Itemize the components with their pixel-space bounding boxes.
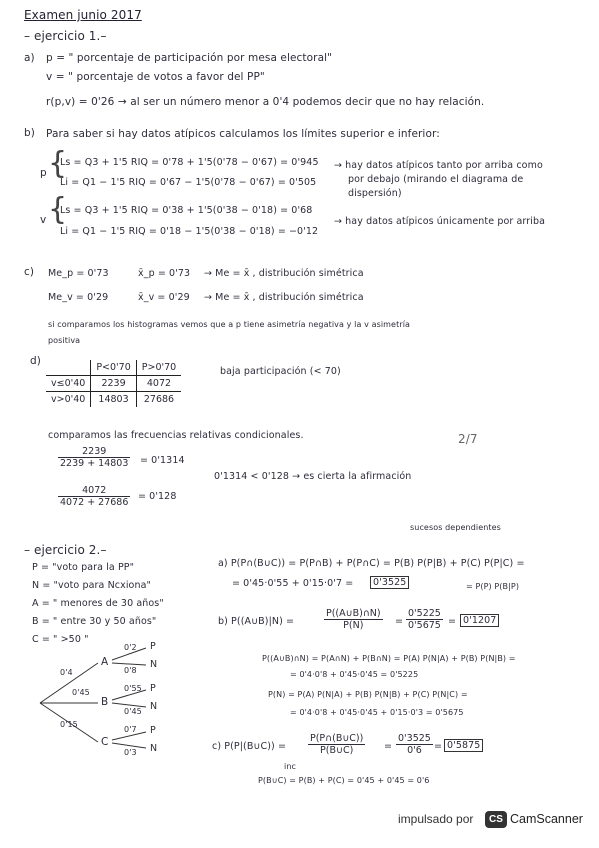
ej2-c-inc: inc [284, 762, 296, 771]
tree-sub-b-p: 0'55 [124, 684, 142, 693]
ej2-b-prefix: b) P((A∪B)|N) = [218, 616, 295, 627]
table-row-header: v≤0'40 [46, 376, 91, 392]
ej2-a-side: = P(P) P(B|P) [466, 582, 520, 591]
ej2-c-prefix: c) P(P|(B∪C)) = [212, 741, 287, 752]
ej2-def-p: P = "voto para la PP" [32, 562, 135, 573]
tree-sub-a-n: 0'8 [124, 666, 137, 675]
ej2-heading: – ejercicio 2.– [24, 543, 107, 557]
ej1-a-p-def: p = " porcentaje de participación por mesa electoral" [46, 52, 333, 64]
tree-branch-a-n [112, 663, 146, 665]
fraction-2-den: 4072 + 27686 [60, 497, 129, 508]
ej2-c-den: P(B∪C) [320, 745, 354, 756]
ej2-def-c: C = " >50 " [32, 634, 89, 645]
tree-label-b: 0'45 [72, 688, 90, 697]
fraction-1-den: 2239 + 14803 [60, 458, 129, 469]
ej1-a-r-line: r(p,v) = 0'26 → al ser un número menor a 0'4 podemos decir que no hay relación. [46, 96, 485, 108]
ej1-c-xbar-p: x̄_p = 0'73 [138, 268, 191, 279]
ej2-c-result: 0'5875 [444, 739, 483, 752]
ej2-b-eq: = [395, 616, 404, 627]
fraction-2-num: 4072 [58, 485, 130, 497]
ej1-b-v-li: Li = Q1 − 1'5 RIQ = 0'18 − 1'5(0'38 − 0'18) = −0'12 [60, 226, 319, 237]
ej1-b-p-ls: Ls = Q3 + 1'5 RIQ = 0'78 + 1'5(0'78 − 0'67) = 0'945 [60, 157, 319, 168]
ej2-b-l4: = 0'4·0'8 + 0'45·0'45 + 0'15·0'3 = 0'5675 [290, 708, 464, 717]
ej1-c-comment-1: si comparamos los histogramas vemos que a p tiene asimetría negativa y la v asimetría [48, 320, 411, 329]
ej1-b-v-ls: Ls = Q3 + 1'5 RIQ = 0'38 + 1'5(0'38 − 0'18) = 0'68 [60, 205, 313, 216]
ej1-b-p-li: Li = Q1 − 1'5 RIQ = 0'67 − 1'5(0'78 − 0'67) = 0'505 [60, 177, 317, 188]
tree-sub-b-n: 0'45 [124, 707, 142, 716]
ej1-c-res-p: → Me = x̄ , distribución simétrica [204, 268, 364, 279]
ej2-c-eq: = [384, 741, 393, 752]
ej2-c-fraction-2 [396, 733, 433, 756]
ej2-a-line2: = 0'45·0'55 + 0'15·0'7 = [232, 578, 354, 589]
tree-leaf-c-p: P [150, 725, 156, 736]
ej2-def-a: A = " menores de 30 años" [32, 598, 164, 609]
ej2-c-num: P(P∩(B∪C)) [310, 733, 364, 744]
ej1-c-label: c) [24, 266, 35, 278]
ej1-d-label: d) [30, 355, 41, 367]
ej2-b-num2: 0'5225 [408, 608, 441, 619]
ej1-b-p-note-1: → hay datos atípicos tanto por arriba como [334, 160, 543, 171]
ej2-def-b: B = " entre 30 y 50 años" [32, 616, 157, 627]
ej2-b-den: P(N) [343, 620, 364, 631]
tree-node-a: A [101, 656, 109, 668]
ej1-d-baja: baja participación (< 70) [220, 366, 341, 377]
ej2-b-fraction [324, 608, 383, 631]
ej2-a-result: 0'3525 [370, 576, 409, 589]
ej2-b-den2: 0'5675 [408, 620, 441, 631]
fraction-2-result: = 0'128 [138, 491, 177, 502]
ej1-b-label: b) [24, 127, 35, 139]
ej2-b-eq-2: = [448, 616, 457, 627]
footer-powered-by: impulsado por [398, 812, 474, 826]
brace-v: { [48, 192, 68, 227]
tree-label-a: 0'4 [60, 668, 73, 677]
table-cell: 4072 [136, 376, 181, 392]
ej2-a-line1: a) P(P∩(B∪C)) = P(P∩B) + P(P∩C) = P(B) P(P|B) + P(C) P(P|C) = [218, 558, 525, 569]
ej2-c-fraction [308, 733, 365, 756]
table-header-cell: P>0'70 [136, 360, 181, 376]
note-dependent: sucesos dependientes [410, 523, 501, 532]
ej2-b-fraction-2 [406, 608, 443, 631]
ej1-a-v-def: v = " porcentaje de votos a favor del PP" [46, 71, 265, 83]
ej1-b-v-note: → hay datos atípicos únicamente por arriba [334, 216, 546, 227]
ej1-d-conclusion: 0'1314 < 0'128 → es cierta la afirmación [214, 471, 412, 482]
table-cell: 14803 [91, 392, 136, 408]
ej1-d-mark: 2/7 [458, 432, 478, 446]
tree-sub-a-p: 0'2 [124, 643, 137, 652]
camscanner-logo-icon: CS [485, 811, 507, 828]
ej1-b-intro: Para saber si hay datos atípicos calculamos los límites superior e inferior: [46, 128, 440, 140]
ej1-b-p-var: p [40, 167, 47, 179]
ej2-c-eq-2: = [434, 741, 443, 752]
tree-leaf-a-p: P [150, 641, 156, 652]
ej2-b-num: P((A∪B)∩N) [326, 608, 381, 619]
ej1-d-compare: comparamos las frecuencias relativas condicionales. [48, 430, 304, 441]
tree-node-b: B [101, 696, 109, 708]
table-header-cell: P<0'70 [91, 360, 136, 376]
ej2-b-result: 0'1207 [460, 614, 499, 627]
ej1-b-p-note-2: por debajo (mirando el diagrama de [348, 174, 524, 185]
fraction-1-result: = 0'1314 [140, 455, 185, 466]
ej1-c-comment-2: positiva [48, 336, 81, 345]
tree-node-c: C [101, 736, 109, 748]
ej2-def-n: N = "voto para Ncxiona" [32, 580, 151, 591]
ej1-c-me-v: Me_v = 0'29 [48, 292, 109, 303]
tree-leaf-b-p: P [150, 683, 156, 694]
ej1-c-res-v: → Me = x̄ , distribución simétrica [204, 292, 364, 303]
ej2-c-last: P(B∪C) = P(B) + P(C) = 0'45 + 0'45 = 0'6 [258, 776, 430, 785]
ej1-heading: – ejercicio 1.– [24, 29, 107, 43]
tree-sub-c-n: 0'3 [124, 748, 137, 757]
tree-leaf-b-n: N [150, 701, 158, 712]
tree-label-c: 0'15 [60, 720, 78, 729]
fraction-1-num: 2239 [58, 446, 130, 458]
ej2-c-den2: 0'6 [407, 745, 422, 756]
ej1-c-me-p: Me_p = 0'73 [48, 268, 109, 279]
tree-sub-c-p: 0'7 [124, 725, 137, 734]
table-cell: 27686 [143, 394, 175, 405]
brace-p: { [48, 146, 68, 181]
ej1-a-label: a) [24, 52, 35, 64]
tree-leaf-c-n: N [150, 743, 158, 754]
table-row-header: v>0'40 [46, 392, 91, 408]
ej2-b-l3: P(N) = P(A) P(N|A) + P(B) P(N|B) + P(C) P(N|C) = [268, 690, 468, 699]
ej2-c-num2: 0'3525 [398, 733, 431, 744]
page-title: Examen junio 2017 [24, 8, 142, 22]
ej1-b-v-var: v [40, 214, 47, 226]
ej1-c-xbar-v: x̄_v = 0'29 [138, 292, 190, 303]
tree-leaf-a-n: N [150, 659, 158, 670]
ej2-b-l1: P((A∪B)∩N) = P(A∩N) + P(B∩N) = P(A) P(N|A) + P(B) P(N|B) = [262, 654, 516, 663]
ej1-b-p-note-3: dispersión) [348, 188, 402, 199]
table-cell: 2239 [91, 376, 136, 392]
footer-brand: CamScanner [510, 812, 583, 826]
ej2-b-l2: = 0'4·0'8 + 0'45·0'45 = 0'5225 [290, 670, 419, 679]
